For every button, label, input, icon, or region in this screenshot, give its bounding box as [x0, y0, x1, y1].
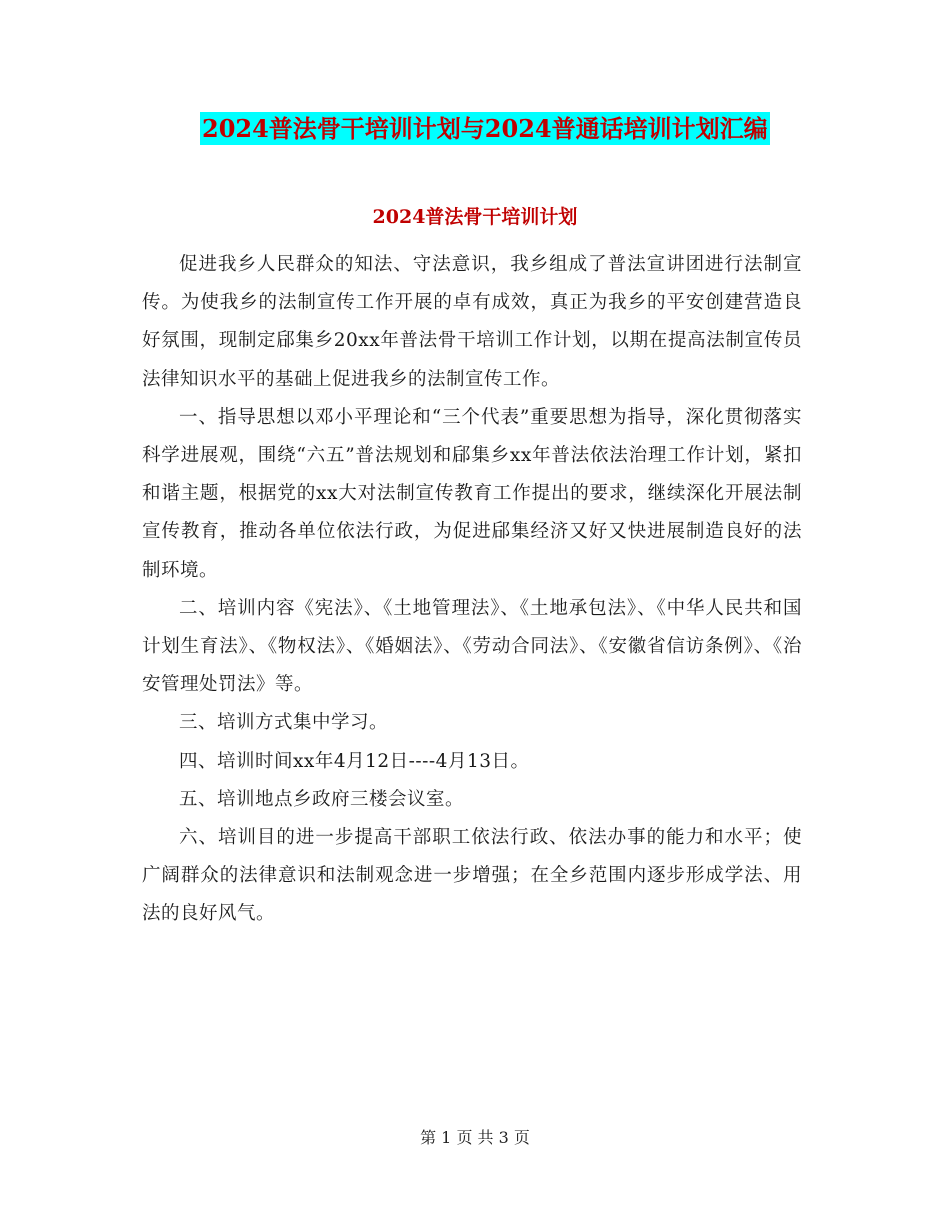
paragraph-intro: 促进我乡人民群众的知法、守法意识，我乡组成了普法宣讲团进行法制宣传。为使我乡的法制宣传工作开展的卓有成效，真正为我乡的平安创建营造良好氛围，现制定郈集乡20xx年普法骨干培训工作计划，以期在提高法制宣传员法律知识水平的基础上促进我乡的法制宣传工作。	[142, 254, 802, 390]
paragraph-training-time: 四、培训时间xx年4月12日----4月13日。	[179, 750, 530, 772]
document-main-title: 2024普法骨干培训计划与2024普通话培训计划汇编	[202, 114, 768, 143]
paragraph-training-content: 二、培训内容《宪法》、《土地管理法》、《土地承包法》、《中华人民共和国计划生育法》、《物权法》、《婚姻法》、《劳动合同法》、《安徽省信访条例》、《治安管理处罚法》等。	[142, 597, 802, 696]
paragraph-training-purpose: 六、培训目的进一步提高干部职工依法行政、依法办事的能力和水平；使广阔群众的法律意识和法制观念进一步增强；在全乡范围内逐步形成学法、用法的良好风气。	[142, 827, 802, 925]
paragraph-training-method: 三、培训方式集中学习。	[179, 712, 389, 734]
document-body	[142, 246, 802, 934]
paragraph-guiding-thought: 一、指导思想以邓小平理论和“三个代表”重要思想为指导，深化贯彻落实科学进展观，围绕“六五”普法规划和郈集乡xx年普法依法治理工作计划，紧扣和谐主题，根据党的xx大对法制宣传教育工作提出的要求，继续深化开展法制宣传教育，推动各单位依法行政，为促进郈集经济又好又快进展制造良好的法制环境。	[142, 406, 802, 581]
page-number-footer: 第 1 页 共 3 页	[420, 1128, 530, 1147]
section-title: 2024普法骨干培训计划	[372, 206, 578, 228]
paragraph-training-location: 五、培训地点乡政府三楼会议室。	[179, 788, 465, 810]
